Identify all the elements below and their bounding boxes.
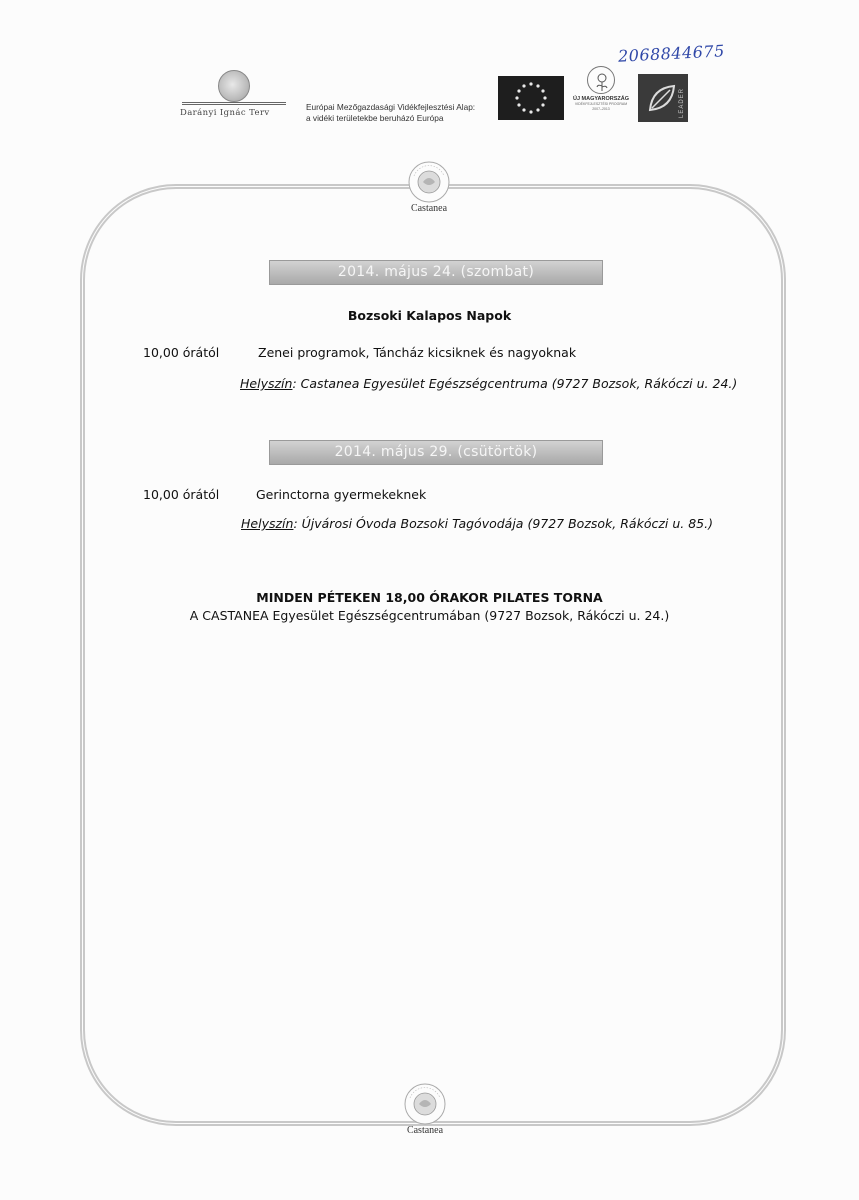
eu-fund-text-line1: Európai Mezőgazdasági Vidékfejlesztési Alap: (306, 102, 476, 112)
location-label: Helyszín (241, 516, 294, 531)
location-text: : Újvárosi Óvoda Bozsoki Tagóvodája (9727 Bozsok, Rákóczi u. 85.) (293, 516, 713, 531)
darany-ignac-terv-logo (180, 70, 288, 126)
pilates-notice-location: A CASTANEA Egyesület Egészségcentrumában (9727 Bozsok, Rákóczi u. 24.) (189, 608, 670, 623)
location-text: : Castanea Egyesület Egészségcentruma (9727 Bozsok, Rákóczi u. 24.) (292, 376, 738, 391)
castanea-seal-bottom (390, 1078, 460, 1140)
location-label: Helyszín (240, 376, 293, 391)
page-frame (80, 184, 786, 1126)
portrait-medal-icon (218, 70, 250, 102)
event-location (241, 516, 713, 531)
logo-divider (182, 102, 286, 105)
chestnut-seal-icon (394, 156, 464, 206)
event-program: Zenei programok, Táncház kicsiknek és nagyoknak (258, 345, 577, 360)
uj-magyarorszag-title: ÚJ MAGYARORSZÁG (572, 96, 630, 102)
event-title: Bozsoki Kalapos Napok (347, 308, 512, 323)
eu-fund-text-line2: a vidéki területekbe beruházó Európa (306, 113, 444, 123)
event-time: 10,00 órától (143, 487, 220, 502)
eu-flag-icon (498, 76, 564, 120)
darany-logo-text: Darányi Ignác Terv (180, 108, 270, 118)
event-time: 10,00 órától (143, 345, 220, 360)
uj-magyarorszag-logo (568, 66, 634, 122)
chestnut-seal-icon (390, 1078, 460, 1128)
event-location (240, 376, 737, 391)
event-program: Gerinctorna gyermekeknek (256, 487, 427, 502)
leader-logo-icon (638, 74, 688, 122)
pilates-notice-heading: MINDEN PÉTEKEN 18,00 ÓRAKOR PILATES TORNA (256, 590, 603, 605)
flower-icon (587, 66, 615, 94)
seal-name: Castanea (410, 203, 448, 214)
svg-text:LEADER: LEADER (679, 87, 685, 118)
uj-magyarorszag-subtitle: VIDÉKFEJLESZTÉSI PROGRAM (574, 102, 628, 106)
event-date-bar: 2014. május 29. (csütörtök) (269, 440, 603, 465)
uj-magyarorszag-years: 2007–2013 (592, 107, 610, 111)
event-date-bar: 2014. május 24. (szombat) (269, 260, 603, 285)
seal-name: Castanea (406, 1125, 444, 1136)
reference-number: 2068844675 (617, 41, 726, 66)
eu-fund-text (306, 102, 475, 124)
castanea-seal-top (394, 156, 464, 218)
